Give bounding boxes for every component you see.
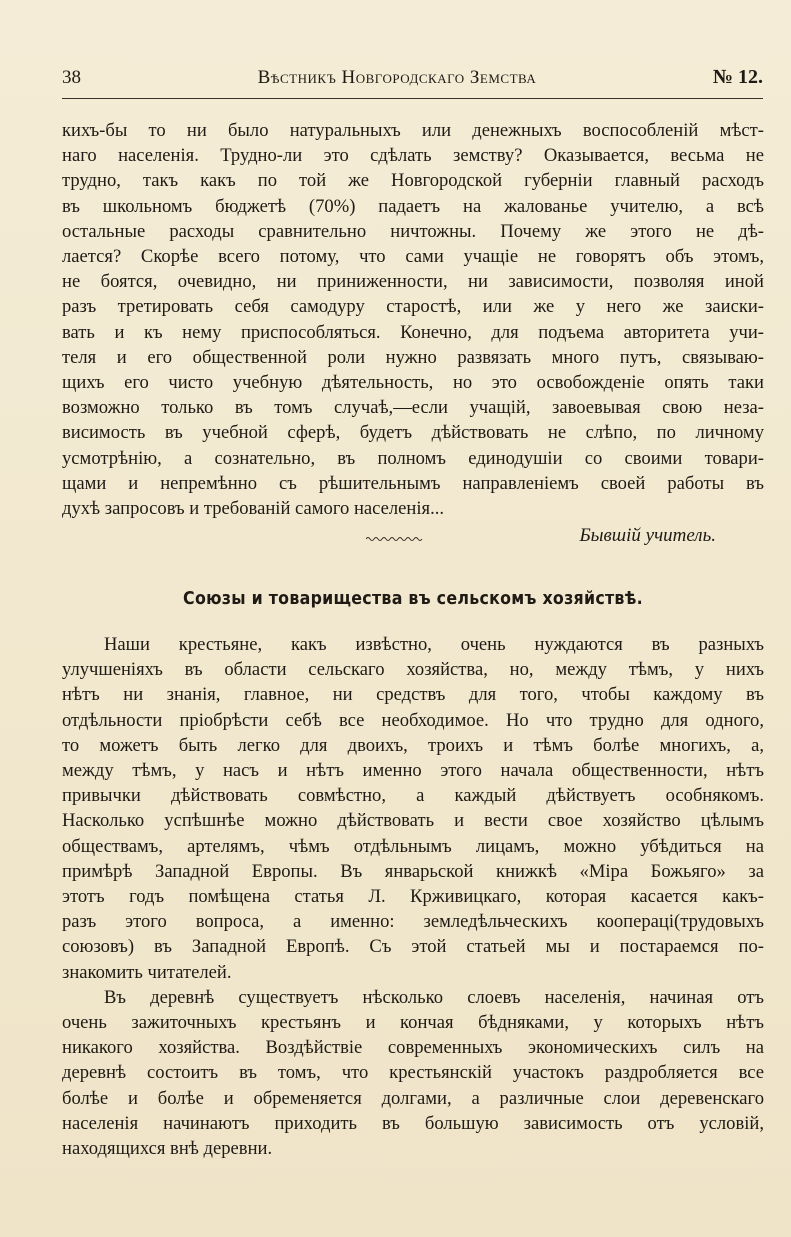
text-line: разъ этого вопроса, а именно: земледѣльческихъ коопераці(трудовыхъ xyxy=(62,911,764,933)
text-line: щами и непремѣнно съ рѣшительнымъ направленіемъ своей работы въ xyxy=(62,472,764,494)
text-line: между тѣмъ, у насъ и нѣтъ именно этого начала общественности, нѣтъ xyxy=(62,760,764,782)
journal-title: Вѣстникъ Новгородскаго Земства xyxy=(257,67,537,88)
article-body xyxy=(62,632,764,1161)
text-line: улучшеніяхъ въ области сельскаго хозяйства, но, между тѣмъ, у нихъ xyxy=(62,659,764,681)
text-line: разъ третировать себя самодуру старостѣ, или же у него же заиски- xyxy=(62,296,764,318)
text-line: то можетъ быть легко для двоихъ, троихъ и тѣмъ болѣе многихъ, а, xyxy=(62,734,764,756)
text-line: не боятся, очевидно, ни приниженности, ни зависимости, позволяя иной xyxy=(62,271,764,293)
text-line: привычки дѣйствовать совмѣстно, а каждый дѣйствуетъ особнякомъ. xyxy=(62,785,764,807)
text-line: никакого хозяйства. Воздѣйствіе современныхъ экономическихъ силъ на xyxy=(62,1037,764,1059)
running-header xyxy=(62,66,763,99)
text-line: обществамъ, артелямъ, чѣмъ отдѣльнымъ лицамъ, можно убѣдиться на xyxy=(62,835,764,857)
text-line: наго населенія. Трудно-ли это сдѣлать земству? Оказывается, весьма не xyxy=(62,145,764,167)
article-ending-paragraph xyxy=(62,118,764,521)
text-line: теля и его общественной роли нужно развязать много путъ, связываю- xyxy=(62,346,764,368)
text-line: Въ деревнѣ существуетъ нѣсколько слоевъ населенія, начиная отъ xyxy=(104,986,764,1008)
wavy-divider xyxy=(366,536,424,542)
text-line: деревнѣ состоитъ въ томъ, что крестьянскій участокъ раздробляется все xyxy=(62,1062,764,1084)
text-line: примѣрѣ Западной Европы. Въ январьской книжкѣ «Міра Божьяго» за xyxy=(62,860,764,882)
text-line: отдѣльности пріобрѣсти себѣ все необходимое. Но что трудно для одного, xyxy=(62,709,764,731)
text-line: остальные расходы сравнительно ничтожны. Почему же этого не дѣ- xyxy=(62,220,764,242)
text-line: въ школьномъ бюджетѣ (70%) падаетъ на жалованье учителю, а всѣ xyxy=(62,195,764,217)
text-line: лается? Скорѣе всего потому, что сами учащіе не говорятъ объ этомъ, xyxy=(62,246,764,268)
text-line: вать и къ нему приспособляться. Конечно, для подъема авторитета учи- xyxy=(62,321,764,343)
text-line: Насколько успѣшнѣе можно дѣйствовать и вести свое хозяйство цѣлымъ xyxy=(62,810,764,832)
text-line: кихъ-бы то ни было натуральныхъ или денежныхъ воспособленій мѣст- xyxy=(62,120,764,141)
text-line: возможно только въ томъ случаѣ,—если учащій, завоевывая свою неза- xyxy=(62,397,764,419)
text-line: трудно, такъ какъ по той же Новгородской губерніи главный расходъ xyxy=(62,170,764,192)
text-line: очень зажиточныхъ крестьянъ и кончая бѣдняками, у которыхъ нѣтъ xyxy=(62,1012,764,1034)
issue-number: № 12. xyxy=(712,66,763,88)
text-line: усмотрѣнію, а сознательно, въ полномъ единодушіи со своими товари- xyxy=(62,447,764,469)
text-line: щихъ его чисто учебную дѣятельность, но это освобожденіе опять таки xyxy=(62,372,764,394)
text-line: болѣе и болѣе и обременяется долгами, а различные слои деревенскаго xyxy=(62,1087,764,1109)
text-line: знакомить читателей. xyxy=(62,961,232,983)
text-line: этотъ годъ помѣщена статья Л. Крживицкаго, которая касается какъ- xyxy=(62,886,764,908)
text-line: населенія начинаютъ приходить въ большую зависимость отъ условій, xyxy=(62,1112,764,1134)
text-line: духѣ запросовъ и требованій самого населенія... xyxy=(62,498,445,520)
paragraph-1 xyxy=(62,632,764,985)
text-line: находящихся внѣ деревни. xyxy=(62,1138,273,1160)
text-line: Наши крестьяне, какъ извѣстно, очень нуждаются въ разныхъ xyxy=(104,634,764,655)
text-line: союзовъ) въ Западной Европѣ. Съ этой статьей мы и постараемся по- xyxy=(62,936,764,958)
section-title: Союзы и товарищества въ сельскомъ хозяйствѣ. xyxy=(183,588,643,609)
signature: Бывшій учитель. xyxy=(579,525,716,547)
paragraph-2 xyxy=(62,985,764,1161)
text-line: висимость въ учебной сферѣ, будетъ дѣйствовать не слѣпо, по личному xyxy=(62,422,764,444)
text-line: нѣтъ ни знанія, главное, ни средствъ для того, чтобы каждому въ xyxy=(62,684,764,706)
article-ending xyxy=(62,118,764,547)
page-number: 38 xyxy=(62,67,81,88)
